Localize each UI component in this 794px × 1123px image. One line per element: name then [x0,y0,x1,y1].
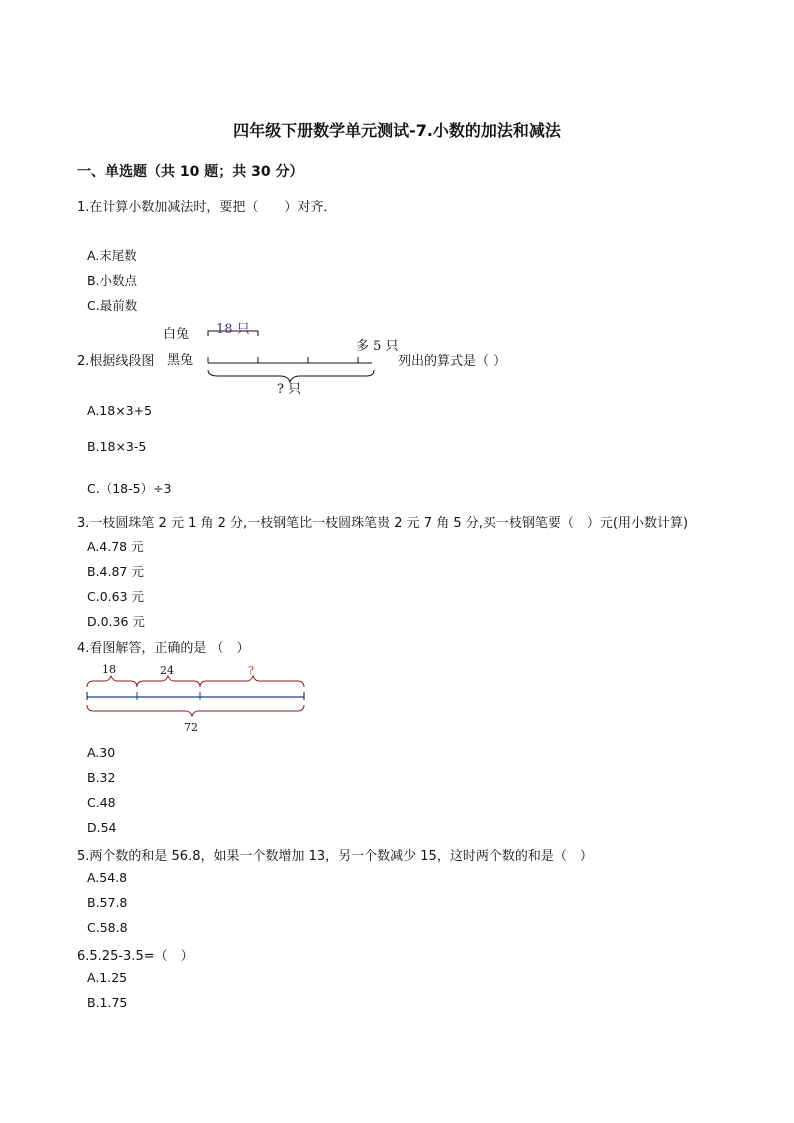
white-rabbit-label: 白兔 [163,327,190,342]
segment-18-label: 18 [102,663,116,676]
question-2-option-a: A.18×3+5 [87,403,153,418]
question-3-option-b: B.4.87 元 [87,564,144,579]
total-brace [208,370,374,382]
question-3-option-d: D.0.36 元 [87,614,145,629]
question-4-line-diagram [80,660,312,738]
black-rabbit-label: 黑兔 [167,353,194,368]
brace-segment-24 [137,676,200,687]
question-2-stem-after: 列出的算式是（ ） [398,354,507,369]
question-4-option-b: B.32 [87,770,116,785]
question-2-stem-before: 2.根据线段图 [77,354,155,369]
question-5-stem: 5.两个数的和是 56.8，如果一个数增加 13，另一个数减少 15，这时两个数的和是（ ） [77,849,593,864]
question-3-option-a: A.4.78 元 [87,539,144,554]
brace-segment-unknown [200,676,304,687]
question-5-option-a: A.54.8 [87,870,128,885]
brace-total [87,705,304,716]
eighteen-label: 18 只 [216,322,250,337]
question-5-option-b: B.57.8 [87,895,128,910]
question-1-option-b: B.小数点 [87,273,138,288]
question-1-option-a: A.末尾数 [87,248,137,263]
question-3-option-c: C.0.63 元 [87,589,145,604]
segment-24-label: 24 [160,664,174,677]
page-title: 四年级下册数学单元测试-7.小数的加法和减法 [233,121,561,140]
question-1-option-c: C.最前数 [87,298,138,313]
question-6-stem: 6.5.25-3.5=（ ） [77,949,194,964]
question-2-option-c: C.（18-5）÷3 [87,481,172,496]
question-6-option-b: B.1.75 [87,995,128,1010]
question-2-option-b: B.18×3-5 [87,439,147,454]
total-label: ? 只 [277,382,302,397]
question-1-stem: 1.在计算小数加减法时，要把（ ）对齐． [77,200,337,215]
question-4-option-c: C.48 [87,795,116,810]
question-4-option-a: A.30 [87,745,116,760]
question-5-option-c: C.58.8 [87,920,128,935]
question-6-option-a: A.1.25 [87,970,128,985]
more-five-label: 多 5 只 [356,339,399,354]
brace-segment-18 [87,676,137,687]
question-4-option-d: D.54 [87,820,117,835]
segment-unknown-label: ? [248,664,254,677]
question-2-line-diagram [160,318,420,398]
question-4-stem: 4.看图解答，正确的是 （ ） [77,641,250,656]
question-3-stem: 3.一枝圆珠笔 2 元 1 角 2 分,一枝钢笔比一枝圆珠笔贵 2 元 7 角 5 分,买一枝钢笔要（ ）元(用小数计算) [77,516,689,531]
total-72-label: 72 [184,721,198,734]
section-heading: 一、单选题（共 10 题；共 30 分） [77,164,304,180]
